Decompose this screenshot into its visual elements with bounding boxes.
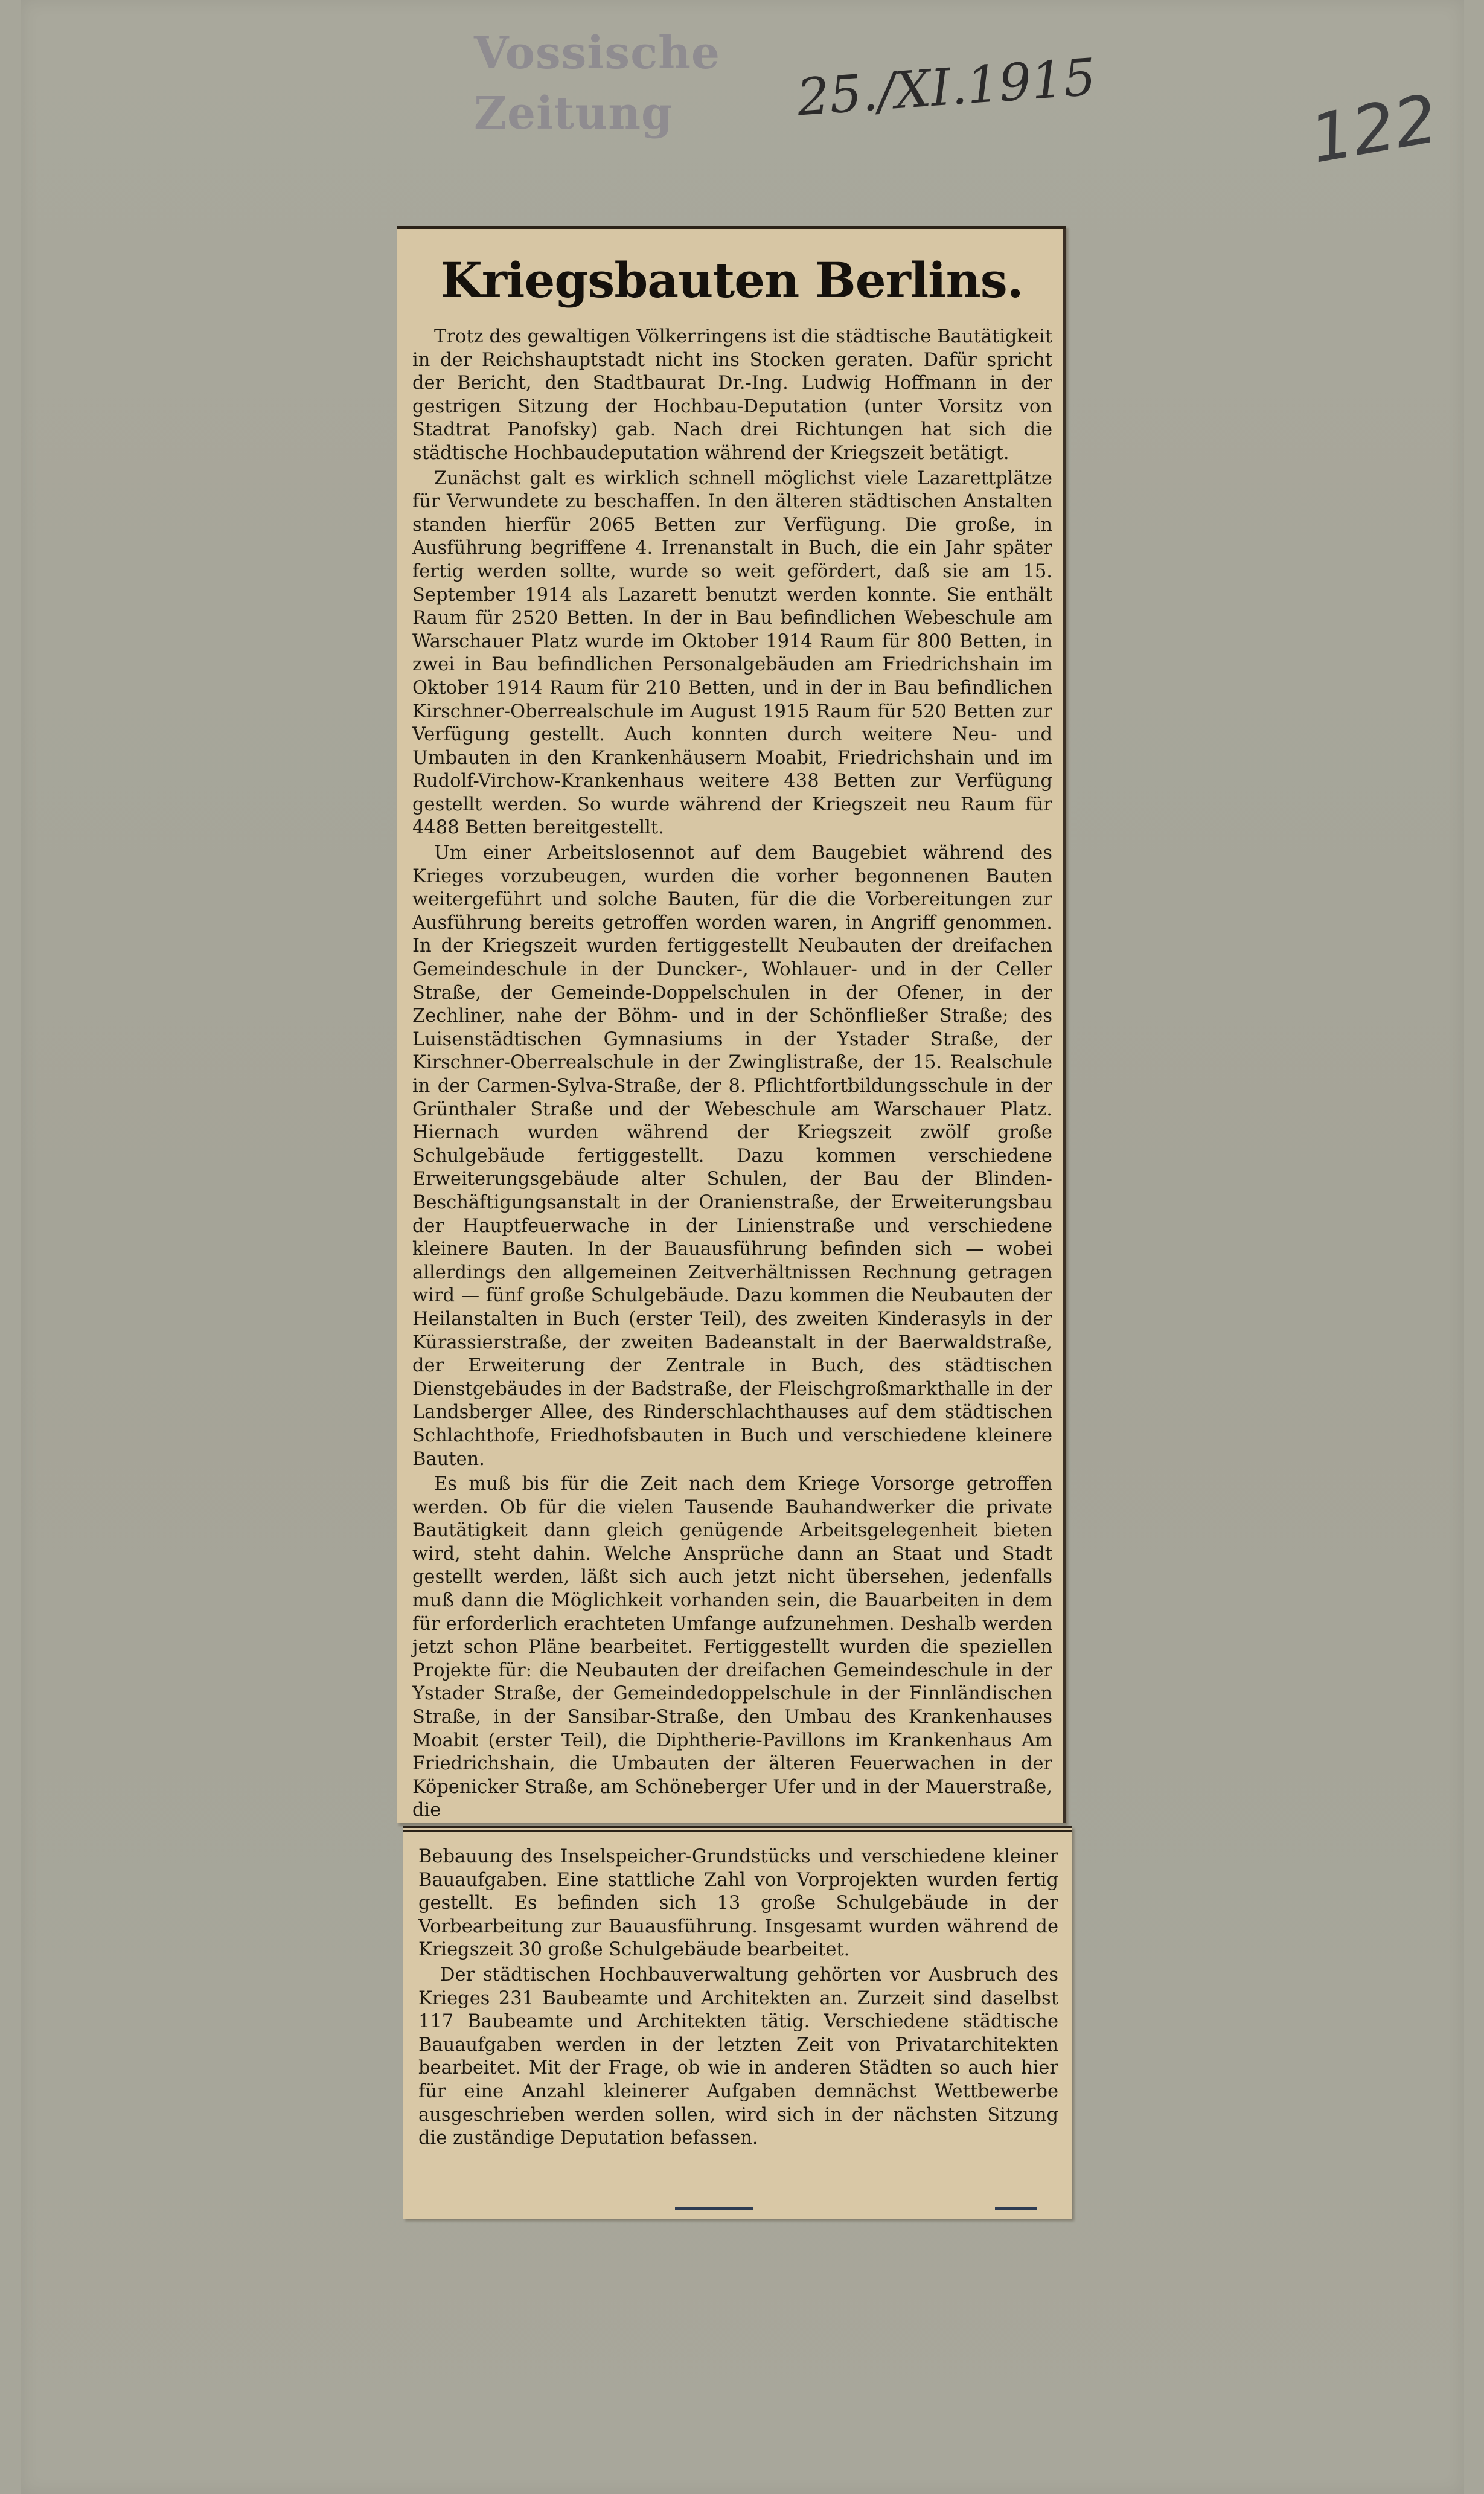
article-paragraph: Zunächst galt es wirklich schnell möglichst viele Lazarettplätze für Verwundete zu beschaffen. In den älteren städtischen Anstalten standen hierfür 2065 Betten zur Verfügung. Die große, in Ausführung begriffene 4. Irrenanstalt in Buch, die ein Jahr später fertig werden sollte, wurde so weit gefördert, daß sie am 15. September 1914 als Lazarett benutzt werden konnte. Sie enthält Raum für 2520 Betten. In der in Bau befindlichen Webeschule am Warschauer Platz wurde im Oktober 1914 Raum für 800 Betten, in zwei in Bau befindlichen Personalgebäuden am Friedrichshain im Oktober 1914 Raum für 210 Betten, und in der in Bau befindlichen Kirschner-Oberrealschule im August 1915 Raum für 520 Betten zur Verfügung gestellt. Auch konnten durch weitere Neu- und Umbauten in den Krankenhäusern Moabit, Friedrichshain und im Rudolf-Virchow-Krankenhaus weitere 438 Betten zur Verfügung gestellt werden. So wurde während der Kriegszeit neu Raum für 4488 Betten bereitgestellt.: [412, 467, 1052, 839]
continuation-paragraph: Bebauung des Inselspeicher-Grundstücks und verschiedene kleiner Bauaufgaben. Eine stattliche Zahl von Vorprojekten wurden fertig gestellt. Es befinden sich 13 große Schulgebäude in der Vorbearbeitung zur Bauausführung. Insgesamt wurden während de Kriegszeit 30 große Schulgebäude bearbeitet.: [418, 1846, 1058, 1961]
continuation-body: [418, 1845, 1058, 2152]
article-paragraph: Um einer Arbeitslosennot auf dem Baugebiet während des Krieges vorzubeugen, wurden die vorher begonnenen Bauten weitergeführt und solche Bauten, für die die Vorbereitungen zur Ausführung bereits getroffen worden waren, in Angriff genommen. In der Kriegszeit wurden fertiggestellt Neubauten der dreifachen Gemeindeschule in der Duncker-, Wohlauer- und in der Celler Straße, der Gemeinde-Doppelschulen in der Ofener, in der Zechliner, nahe der Böhm- und in der Schönfließer Straße; des Luisenstädtischen Gymnasiums in der Ystader Straße, der Kirschner-Oberrealschule in der Zwinglistraße, der 15. Realschule in der Carmen-Sylva-Straße, der 8. Pflichtfortbildungsschule in der Grünthaler Straße und der Webeschule am Warschauer Platz. Hiernach wurden während der Kriegszeit zwölf große Schulgebäude fertiggestellt. Dazu kommen verschiedene Erweiterungsgebäude alter Schulen, der Bau der Blinden-Beschäftigungsanstalt in der Oranienstraße, der Erweiterungsbau der Hauptfeuerwache in der Linienstraße und verschiedene kleinere Bauten. In der Bauausführung befinden sich — wobei allerdings den allgemeinen Zeitverhältnissen Rechnung getragen wird — fünf große Schulgebäude. Dazu kommen die Neubauten der Heilanstalten in Buch (erster Teil), des zweiten Kinderasyls in der Kürassierstraße, der zweiten Badeanstalt in der Baerwaldstraße, der Erweiterung der Zentrale in Buch, des städtischen Dienstgebäudes in der Badstraße, der Fleischgroßmarkthalle in der Landsberger Allee, des Rinderschlachthauses auf dem städtischen Schlachthofe, Friedhofsbauten in Buch und verschiedene kleinere Bauten.: [412, 842, 1052, 1470]
corner-mark: [995, 2207, 1037, 2210]
article-body: [412, 325, 1052, 1824]
newspaper-stamp: Vossische Zeitung: [474, 27, 721, 139]
newspaper-clipping-continuation: [403, 1826, 1072, 2219]
continuation-paragraph: Der städtischen Hochbauverwaltung gehörten vor Ausbruch des Krieges 231 Baubeamte und Architekten an. Zurzeit sind daselbst 117 Baubeamte und Architekten tätig. Verschiedene städtische Bauaufgaben werden in der letzten Zeit von Privatarchitekten bearbeitet. Mit der Frage, ob wie in anderen Städten so auch hier für eine Anzahl kleinerer Aufgaben demnächst Wettbewerbe ausgeschrieben werden sollen, wird sich in der nächsten Sitzung die zuständige Deputation befassen.: [418, 1964, 1058, 2149]
handwritten-date: 25./XI.1915: [795, 47, 1098, 127]
end-rule: [675, 2207, 753, 2210]
handwritten-page-number: 122: [1304, 80, 1443, 178]
article-paragraph: Trotz des gewaltigen Völkerringens ist die städtische Bautätigkeit in der Reichshauptstadt nicht ins Stocken geraten. Dafür spricht der Bericht, den Stadtbaurat Dr.-Ing. Ludwig Hoffmann in der gestrigen Sitzung der Hochbau-Deputation (unter Vorsitz von Stadtrat Panofsky) gab. Nach drei Richtungen hat sich die städtische Hochbaudeputation während der Kriegszeit betätigt.: [412, 326, 1052, 464]
newspaper-clipping-main: [397, 226, 1066, 1823]
article-headline: Kriegsbauten Berlins.: [440, 252, 1023, 309]
article-paragraph: Es muß bis für die Zeit nach dem Kriege Vorsorge getroffen werden. Ob für die vielen Tausende Bauhandwerker die private Bautätigkeit dann gleich genügende Arbeitsgelegenheit bieten wird, steht dahin. Welche Ansprüche dann an Staat und Stadt gestellt werden, läßt sich auch jetzt nicht übersehen, jedenfalls muß dann die Möglichkeit vorhanden sein, die Bauarbeiten in dem für erforderlich erachteten Umfange aufzunehmen. Deshalb werden jetzt schon Pläne bearbeitet. Fertiggestellt wurden die speziellen Projekte für: die Neubauten der dreifachen Gemeindeschule in der Ystader Straße, der Gemeindedoppelschule in der Finnländischen Straße, in der Sansibar-Straße, den Umbau des Krankenhauses Moabit (erster Teil), die Diphtherie-Pavillons im Krankenhaus Am Friedrichshain, die Umbauten der älteren Feuerwachen in der Köpenicker Straße, am Schöneberger Ufer und in der Mauerstraße, die: [412, 1473, 1052, 1821]
